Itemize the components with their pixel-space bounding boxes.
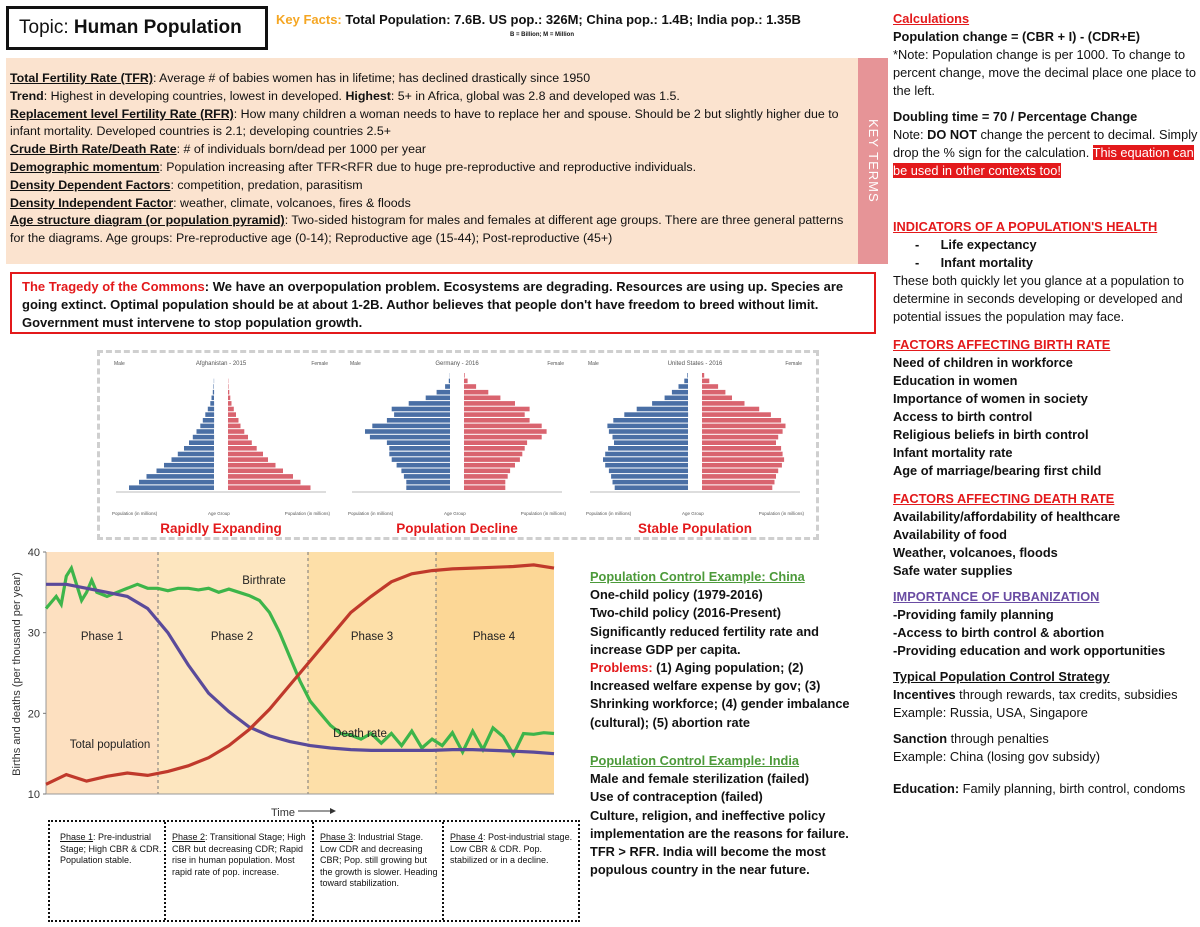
doubling-note-a: Note:	[893, 127, 928, 142]
urbanization-item: -Access to birth control & abortion	[893, 625, 1105, 640]
term-ddf: Density Dependent Factors	[10, 177, 171, 192]
sanction-example: Example: China (losing gov subsidy)	[893, 749, 1100, 764]
key-terms-tab: KEY TERMS	[858, 58, 888, 264]
female-bar	[464, 384, 476, 389]
birth-factor-item: Religious beliefs in birth control	[893, 427, 1089, 442]
female-bar	[228, 474, 293, 479]
female-bar	[702, 452, 783, 457]
phase-box-divider	[164, 822, 166, 920]
doubling-note-c: change the percent to decimal. Simply drop the % sign for the calculation.	[893, 127, 1198, 160]
female-bar	[464, 474, 508, 479]
female-bar	[702, 435, 778, 440]
male-bar	[389, 446, 450, 451]
indicator-item: - Life expectancy	[915, 237, 1037, 252]
education-label: Education:	[893, 781, 960, 796]
female-bar	[228, 401, 232, 406]
total-population-annotation: Total population	[69, 739, 151, 751]
male-bar	[665, 396, 688, 401]
y-tick-label: 10	[27, 789, 40, 801]
male-bar	[614, 440, 688, 445]
doubling-note-b: DO NOT	[927, 127, 977, 142]
phase-title: Phase 3	[320, 832, 354, 842]
birth-factor-item: Access to birth control	[893, 409, 1033, 424]
male-bar	[178, 452, 214, 457]
sanction-label: Sanction	[893, 731, 948, 746]
key-facts-label: Key Facts:	[276, 12, 342, 27]
male-bar	[613, 435, 689, 440]
tragedy-title: The Tragedy of the Commons	[22, 279, 205, 294]
phase-descriptions	[48, 820, 580, 922]
female-bar	[228, 412, 236, 417]
female-bar	[702, 480, 775, 485]
female-bar	[702, 418, 781, 423]
phase-4-background	[436, 552, 554, 794]
right-column	[893, 10, 1198, 798]
female-bar	[228, 440, 252, 445]
female-bar	[228, 407, 234, 412]
male-bar	[203, 418, 214, 423]
pyramid-foot-mid: Age Group	[444, 511, 466, 516]
female-bar	[228, 457, 268, 462]
phase-2-description	[172, 832, 308, 878]
male-bar	[449, 379, 450, 384]
trend-highest: Highest	[345, 88, 391, 103]
def-dm: : Population increasing after TFR<RFR due to huge pre-reproductive and reproductive individuals.	[159, 159, 697, 174]
male-bar	[365, 429, 450, 434]
male-bar	[189, 440, 214, 445]
pyramid-united-states	[586, 361, 804, 516]
male-bar	[164, 463, 214, 468]
y-tick-label: 40	[27, 547, 40, 559]
phase-text: : Transitional Stage; High CBR but decreasing CDR; Rapid rise in human population. Most rapid rate of pop. increase.	[172, 832, 306, 877]
female-bar	[702, 407, 759, 412]
female-bar	[464, 440, 527, 445]
pyramid-title: Afghanistan - 2015	[195, 361, 247, 367]
def-asd: : Two-sided histogram for males and females at different age groups. There are three general patterns for the diagrams. Age groups: Pre-reproductive age (0-14); Reproductive age (15-44); Post-reproductive (45+)	[10, 213, 844, 246]
male-bar	[208, 407, 214, 412]
female-bar	[464, 429, 547, 434]
def-tfr: : Average # of babies women has in lifetime; has declined drastically since 1950	[152, 71, 591, 85]
female-bar	[702, 412, 771, 417]
pyramid-foot-mid: Age Group	[682, 511, 704, 516]
male-bar	[613, 480, 689, 485]
pyramid-label-rapid: Rapidly Expanding	[160, 521, 282, 536]
male-bar	[624, 412, 688, 417]
female-bar	[464, 424, 542, 429]
china-example	[590, 568, 852, 732]
pyramid-foot-right: Population (in millions)	[284, 511, 330, 516]
pyramid-bars	[348, 371, 566, 501]
def-trend: : Highest in developing countries, lowest in developed.	[43, 88, 342, 103]
indicators-title: INDICATORS OF A POPULATION'S HEALTH	[893, 219, 1158, 234]
female-bar	[702, 424, 786, 429]
male-bar	[397, 463, 450, 468]
female-bar	[464, 373, 465, 378]
female-bar	[702, 373, 704, 378]
pyramid-foot-right: Population (in millions)	[520, 511, 566, 516]
china-problems	[590, 659, 852, 732]
phase-2-label: Phase 2	[210, 631, 254, 643]
term-cbr: Crude Birth Rate/Death Rate	[10, 142, 177, 157]
pyramid-foot-left: Population (in millions)	[348, 511, 394, 516]
birth-factor-item: Age of marriage/bearing first child	[893, 463, 1102, 478]
term-asd: Age structure diagram (or population pyramid)	[10, 213, 285, 228]
pyramid-female-label: Female	[785, 361, 802, 367]
male-bar	[147, 474, 215, 479]
key-facts-text: Total Population: 7.6B. US pop.: 326M; China pop.: 1.4B; India pop.: 1.35B	[345, 12, 801, 27]
male-bar	[672, 390, 688, 395]
india-line-2: Use of contraception (failed)	[590, 789, 763, 805]
male-bar	[652, 401, 688, 406]
phase-4-label: Phase 4	[472, 631, 516, 643]
tragedy-text: : We have an overpopulation problem. Ecosystems are degrading. Resources are using up. Species are going extinct. Optimal population should be at about 1-2B. Author believes that people don't have freedom to breed without limit. Government must intervene to stop population growth.	[22, 279, 844, 330]
male-bar	[445, 384, 450, 389]
male-bar	[129, 485, 214, 490]
calc-title: Calculations	[893, 11, 970, 26]
doubling-highlight: This equation can be used in other contexts too!	[893, 145, 1194, 178]
def-cbr: : # of individuals born/dead per 1000 per year	[176, 142, 426, 157]
india-line-4: TFR > RFR. India will become the most populous country in the near future.	[590, 844, 826, 878]
def-rfr: : How many children a woman needs to have to replace her and spouse. Should be 2 but slightly higher due to infant mortality. Developed countries is 2.1; developing countries 2.5+	[10, 106, 839, 139]
male-bar	[607, 424, 688, 429]
male-bar	[409, 401, 450, 406]
female-bar	[228, 384, 229, 389]
phase-title: Phase 1	[60, 832, 94, 842]
incentives	[893, 686, 1198, 704]
male-bar	[605, 463, 688, 468]
male-bar	[372, 424, 450, 429]
china-line-3: Significantly reduced fertility rate and increase GDP per capita.	[590, 623, 819, 657]
pyramid-female-label: Female	[311, 361, 328, 367]
female-bar	[702, 384, 718, 389]
male-bar	[637, 407, 688, 412]
male-bar	[197, 429, 215, 434]
birth-factor-item: Education in women	[893, 373, 1018, 388]
female-bar	[464, 379, 468, 384]
y-tick-label: 20	[27, 708, 40, 721]
male-bar	[157, 469, 215, 474]
topic-title-box	[6, 6, 268, 50]
birth-factor-item: Importance of women in society	[893, 391, 1088, 406]
death-factor-item: Weather, volcanoes, floods	[893, 545, 1058, 560]
key-facts	[276, 12, 876, 27]
problems-label: Problems:	[590, 660, 653, 676]
female-bar	[228, 429, 244, 434]
male-bar	[611, 474, 688, 479]
def-ddf: : competition, predation, parasitism	[170, 177, 363, 192]
female-bar	[228, 435, 248, 440]
doubling-note	[893, 126, 1198, 180]
strategy-title: Typical Population Control Strategy	[893, 669, 1110, 684]
male-bar	[679, 384, 689, 389]
phase-box-divider	[312, 822, 314, 920]
female-bar	[464, 469, 510, 474]
male-bar	[608, 446, 688, 451]
birth-factor-item: Infant mortality rate	[893, 445, 1013, 460]
term-rfr: Replacement level Fertility Rate (RFR)	[10, 106, 234, 121]
female-bar	[464, 463, 515, 468]
female-bar	[702, 440, 776, 445]
time-arrow-head	[330, 808, 336, 814]
male-bar	[615, 485, 688, 490]
topic-name: Human Population	[73, 17, 242, 38]
female-bar	[702, 446, 781, 451]
term-dm: Demographic momentum	[10, 159, 160, 174]
female-bar	[464, 412, 525, 417]
female-bar	[464, 452, 522, 457]
phase-3-description	[320, 832, 438, 890]
female-bar	[464, 401, 515, 406]
phase-3-background	[308, 552, 436, 794]
male-bar	[172, 457, 215, 462]
female-bar	[228, 418, 239, 423]
female-bar	[702, 469, 778, 474]
female-bar	[228, 452, 263, 457]
male-bar	[200, 424, 214, 429]
male-bar	[387, 418, 450, 423]
indicator-text: Infant mortality	[940, 255, 1034, 270]
male-bar	[387, 440, 450, 445]
pyramid-male-label: Male	[114, 361, 125, 367]
male-bar	[389, 452, 450, 457]
sanction	[893, 730, 1198, 748]
indicator-text: Life expectancy	[940, 237, 1037, 252]
female-bar	[228, 446, 257, 451]
male-bar	[609, 469, 688, 474]
death-factor-item: Availability of food	[893, 527, 1007, 542]
death-rate-annotation: Death rate	[333, 728, 387, 740]
male-bar	[401, 469, 450, 474]
pyramid-bars	[586, 371, 804, 501]
female-bar	[702, 401, 745, 406]
pyramid-germany	[348, 361, 566, 516]
india-line-1: Male and female sterilization (failed)	[590, 771, 810, 787]
pyramid-afghanistan	[112, 361, 330, 516]
x-axis-label: Time	[270, 807, 296, 819]
china-line-2: Two-child policy (2016-Present)	[590, 605, 782, 621]
birth-factor-item: Need of children in workforce	[893, 355, 1073, 370]
female-bar	[464, 457, 520, 462]
male-bar	[210, 401, 214, 406]
male-bar	[205, 412, 214, 417]
male-bar	[609, 429, 688, 434]
male-bar	[392, 457, 450, 462]
female-bar	[464, 396, 500, 401]
male-bar	[603, 457, 688, 462]
pyramid-foot-right: Population (in millions)	[758, 511, 804, 516]
indicator-item: - Infant mortality	[915, 255, 1034, 270]
calc-formula: Population change = (CBR + I) - (CDR+E)	[893, 29, 1141, 44]
pyramid-male-label: Male	[350, 361, 361, 367]
trend-rest: : 5+ in Africa, global was 2.8 and developed was 1.5.	[390, 88, 680, 103]
phase-text: : Pre-industrial Stage; High CBR & CDR. Population stable.	[60, 832, 162, 865]
phase-4-description	[450, 832, 574, 867]
male-bar	[605, 452, 688, 457]
female-bar	[702, 390, 725, 395]
y-ticks	[28, 547, 46, 801]
incentives-example: Example: Russia, USA, Singapore	[893, 705, 1088, 720]
male-bar	[370, 435, 450, 440]
female-bar	[464, 446, 525, 451]
units-note: B = Billion; M = Million	[510, 32, 574, 38]
indicators-text: These both quickly let you glance at a population to determine in seconds developing or developed and potential issues the population may face.	[893, 273, 1184, 324]
male-bar	[684, 379, 688, 384]
female-bar	[464, 418, 530, 423]
death-factor-item: Safe water supplies	[893, 563, 1013, 578]
female-bar	[228, 424, 241, 429]
calc-note: *Note: Population change is per 1000. To change to percent change, move the decimal place one place to the left.	[893, 47, 1197, 98]
phase-box-divider	[442, 822, 444, 920]
female-bar	[702, 485, 772, 490]
female-bar	[228, 480, 301, 485]
pyramid-female-label: Female	[547, 361, 564, 367]
death-factors-title: FACTORS AFFECTING DEATH RATE	[893, 491, 1115, 506]
male-bar	[184, 446, 214, 451]
female-bar	[702, 474, 776, 479]
female-bar	[464, 485, 505, 490]
phase-text: : Industrial Stage. Low CDR and decreasing CBR; Pop. still growing but the growth is slower. Heading toward stabilization.	[320, 832, 438, 888]
male-bar	[214, 384, 215, 389]
male-bar	[613, 418, 688, 423]
pyramid-foot-mid: Age Group	[208, 511, 230, 516]
y-tick-label: 30	[27, 627, 40, 640]
china-line-1: One-child policy (1979-2016)	[590, 587, 763, 603]
female-bar	[464, 480, 505, 485]
india-example	[590, 752, 852, 879]
incentives-text: through rewards, tax credits, subsidies	[955, 687, 1178, 702]
key-terms-panel	[6, 58, 888, 264]
def-dif: : weather, climate, volcanoes, fires & floods	[173, 195, 411, 210]
female-bar	[702, 429, 783, 434]
tragedy-box	[10, 272, 876, 334]
female-bar	[702, 396, 732, 401]
birthrate-annotation: Birthrate	[242, 575, 286, 587]
female-bar	[702, 379, 709, 384]
death-factor-item: Availability/affordability of healthcare	[893, 509, 1121, 524]
male-bar	[426, 396, 450, 401]
term-tfr: Total Fertility Rate (TFR)	[10, 71, 153, 85]
phase-text: : Post-industrial stage. Low CBR & CDR. Pop. stabilized or in a decline.	[450, 832, 573, 865]
pyramid-bars	[112, 371, 330, 501]
doubling-time: Doubling time = 70 / Percentage Change	[893, 109, 1138, 124]
birth-factors-title: FACTORS AFFECTING BIRTH RATE	[893, 337, 1111, 352]
male-bar	[139, 480, 214, 485]
female-bar	[702, 463, 782, 468]
problems-text: (1) Aging population; (2) Increased welfare expense by gov; (3) Shrinking workforce; (4) gender imbalance (cultural); (5) abortion rate	[590, 660, 850, 730]
male-bar	[392, 407, 450, 412]
female-bar	[228, 469, 283, 474]
male-bar	[213, 390, 214, 395]
male-bar	[404, 474, 450, 479]
phase-1-label: Phase 1	[80, 631, 124, 643]
male-bar	[212, 396, 215, 401]
population-pyramids	[97, 350, 819, 540]
term-trend: Trend	[10, 88, 44, 103]
pyramid-label-stable: Stable Population	[637, 521, 752, 536]
phase-3-label: Phase 3	[350, 631, 394, 643]
term-dif: Density Independent Factor	[10, 195, 174, 210]
india-title: Population Control Example: India	[590, 753, 800, 768]
pyramid-foot-left: Population (in millions)	[112, 511, 158, 516]
urbanization-item: -Providing family planning	[893, 607, 1054, 622]
male-bar	[406, 480, 450, 485]
urbanization-title: IMPORTANCE OF URBANIZATION	[893, 589, 1100, 604]
female-bar	[228, 485, 311, 490]
male-bar	[687, 373, 688, 378]
education	[893, 780, 1198, 798]
y-axis-label: Births and deaths (per thousand per year)	[11, 572, 23, 776]
china-title: Population Control Example: China	[590, 569, 805, 584]
sanction-text: through penalties	[947, 731, 1049, 746]
pyramid-foot-left: Population (in millions)	[586, 511, 632, 516]
phase-title: Phase 2	[172, 832, 206, 842]
female-bar	[464, 435, 542, 440]
male-bar	[394, 412, 450, 417]
urbanization-item: -Providing education and work opportunities	[893, 643, 1166, 658]
india-line-3: Culture, religion, and ineffective policy implementation are the reasons for failure.	[590, 807, 849, 841]
education-text: Family planning, birth control, condoms	[959, 781, 1186, 796]
pyramid-male-label: Male	[588, 361, 599, 367]
female-bar	[228, 396, 230, 401]
male-bar	[437, 390, 450, 395]
topic-prefix: Topic:	[19, 17, 69, 38]
female-bar	[464, 390, 488, 395]
pyramid-title: Germany - 2016	[435, 361, 479, 367]
phase-1-description	[60, 832, 164, 867]
pyramid-label-decline: Population Decline	[396, 521, 518, 536]
key-terms-text	[10, 70, 860, 248]
female-bar	[464, 407, 530, 412]
demographic-transition-chart	[6, 544, 580, 820]
male-bar	[406, 485, 450, 490]
female-bar	[702, 457, 784, 462]
female-bar	[228, 390, 229, 395]
pyramid-title: United States - 2016	[667, 361, 723, 367]
male-bar	[193, 435, 214, 440]
female-bar	[228, 463, 276, 468]
incentives-label: Incentives	[893, 687, 956, 702]
phase-title: Phase 4	[450, 832, 484, 842]
